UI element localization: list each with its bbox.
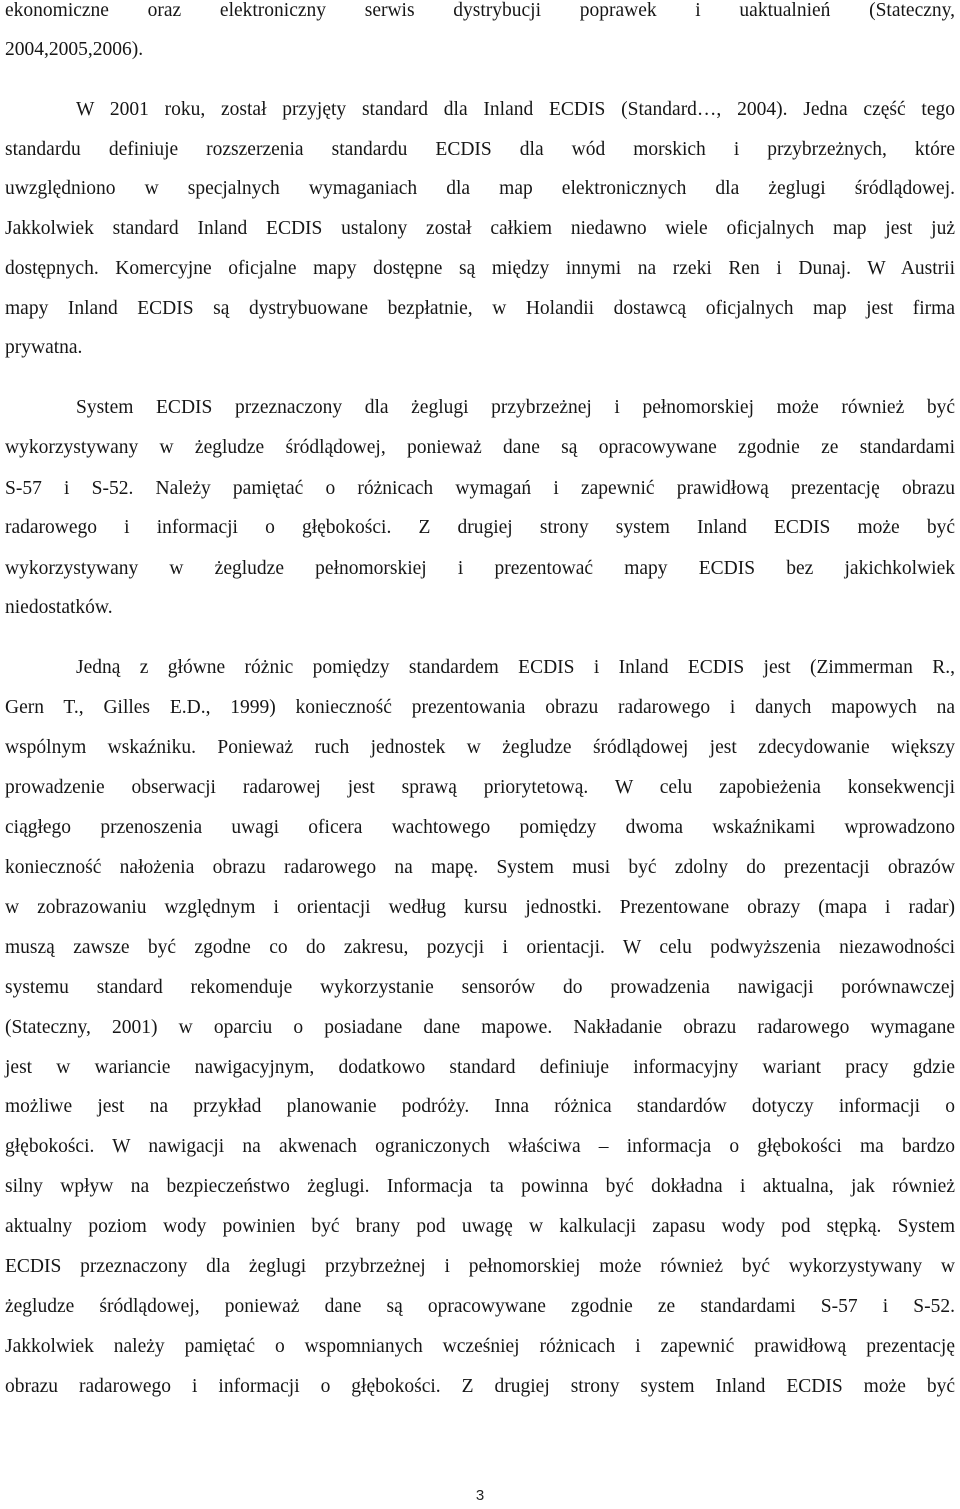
text-line: W 2001 roku, został przyjęty standard dla Inland ECDIS (Standard…, 2004). Jedna część tego	[76, 99, 955, 120]
text-line: wykorzystywany w żegludze śródlądowej, ponieważ dane są opracowywane zgodnie ze standardami	[5, 437, 955, 458]
text-line: mapy Inland ECDIS są dystrybuowane bezpłatnie, w Holandii dostawcą oficjalnych map jest firma	[5, 298, 955, 319]
text-line: prywatna.	[5, 337, 83, 358]
text-line: muszą zawsze być zgodne co do zakresu, pozycji i orientacji. W celu podwyższenia niezawodności	[5, 937, 955, 958]
text-line: wspólnym wskaźniku. Ponieważ ruch jednostek w żegludze śródlądowej jest zdecydowanie większy	[5, 737, 955, 758]
text-line: obrazu radarowego i informacji o głębokości. Z drugiej strony system Inland ECDIS może być	[5, 1376, 955, 1397]
text-line: uwzględniono w specjalnych wymaganiach dla map elektronicznych dla żeglugi śródlądowej.	[5, 178, 955, 199]
text-line: dostępnych. Komercyjne oficjalne mapy dostępne są między innymi na rzeki Ren i Dunaj. W Austrii	[5, 258, 955, 279]
text-line: Gern T., Gilles E.D., 1999) konieczność prezentowania obrazu radarowego i danych mapowych na	[5, 697, 955, 718]
text-line: 2004,2005,2006).	[5, 39, 144, 60]
text-line: (Stateczny, 2001) w oparciu o posiadane dane mapowe. Nakładanie obrazu radarowego wymagane	[5, 1017, 955, 1038]
text-line: możliwe jest na przykład planowanie podróży. Inna różnica standardów dotyczy informacji o	[5, 1096, 955, 1117]
text-line: standardu definiuje rozszerzenia standardu ECDIS dla wód morskich i przybrzeżnych, które	[5, 139, 955, 160]
text-line: radarowego i informacji o głębokości. Z drugiej strony system Inland ECDIS może być	[5, 517, 955, 538]
text-line: prowadzenie obserwacji radarowej jest sprawą priorytetową. W celu zapobieżenia konsekwencji	[5, 777, 955, 798]
text-line: Jedną z główne różnic pomiędzy standardem ECDIS i Inland ECDIS jest (Zimmerman R.,	[76, 657, 955, 678]
text-line: silny wpływ na bezpieczeństwo żeglugi. Informacja ta powinna być dokładna i aktualna, jak również	[5, 1176, 955, 1197]
text-line: ECDIS przeznaczony dla żeglugi przybrzeżnej i pełnomorskiej może również być wykorzystywany w	[5, 1256, 955, 1277]
text-line: konieczność nałożenia obrazu radarowego na mapę. System musi być zdolny do prezentacji obrazów	[5, 857, 955, 878]
text-line: aktualny poziom wody powinien być brany pod uwagę w kalkulacji zapasu wody pod stępką. System	[5, 1216, 955, 1237]
text-line: System ECDIS przeznaczony dla żeglugi przybrzeżnej i pełnomorskiej może również być	[76, 397, 955, 418]
text-line: wykorzystywany w żegludze pełnomorskiej i prezentować mapy ECDIS bez jakichkolwiek	[5, 558, 955, 579]
text-line: Jakkolwiek standard Inland ECDIS ustalony został całkiem niedawno wiele oficjalnych map jest już	[5, 218, 955, 239]
text-line: S-57 i S-52. Należy pamiętać o różnicach wymagań i zapewnić prawidłową prezentację obrazu	[5, 478, 955, 499]
page-number: 3	[475, 1487, 485, 1504]
text-line: żegludze śródlądowej, ponieważ dane są opracowywane zgodnie ze standardami S-57 i S-52.	[5, 1296, 955, 1317]
text-line: jest w wariancie nawigacyjnym, dodatkowo standard definiuje informacyjny wariant pracy gdzie	[5, 1057, 955, 1078]
text-line: ciągłego przenoszenia uwagi oficera wachtowego pomiędzy dwoma wskaźnikami wprowadzono	[5, 817, 955, 838]
text-line: Jakkolwiek należy pamiętać o wspomnianych wcześniej różnicach i zapewnić prawidłową prezentację	[5, 1336, 955, 1357]
text-line: niedostatków.	[5, 597, 113, 618]
text-line: systemu standard rekomenduje wykorzystanie sensorów do prowadzenia nawigacji porównawczej	[5, 977, 955, 998]
text-line: w zobrazowaniu względnym i orientacji według kursu jednostki. Prezentowane obrazy (mapa i radar)	[5, 897, 955, 918]
text-line: głębokości. W nawigacji na akwenach ograniczonych właściwa – informacja o głębokości ma bardzo	[5, 1136, 955, 1157]
text-line: ekonomiczne oraz elektroniczny serwis dystrybucji poprawek i uaktualnień (Stateczny,	[5, 0, 955, 21]
